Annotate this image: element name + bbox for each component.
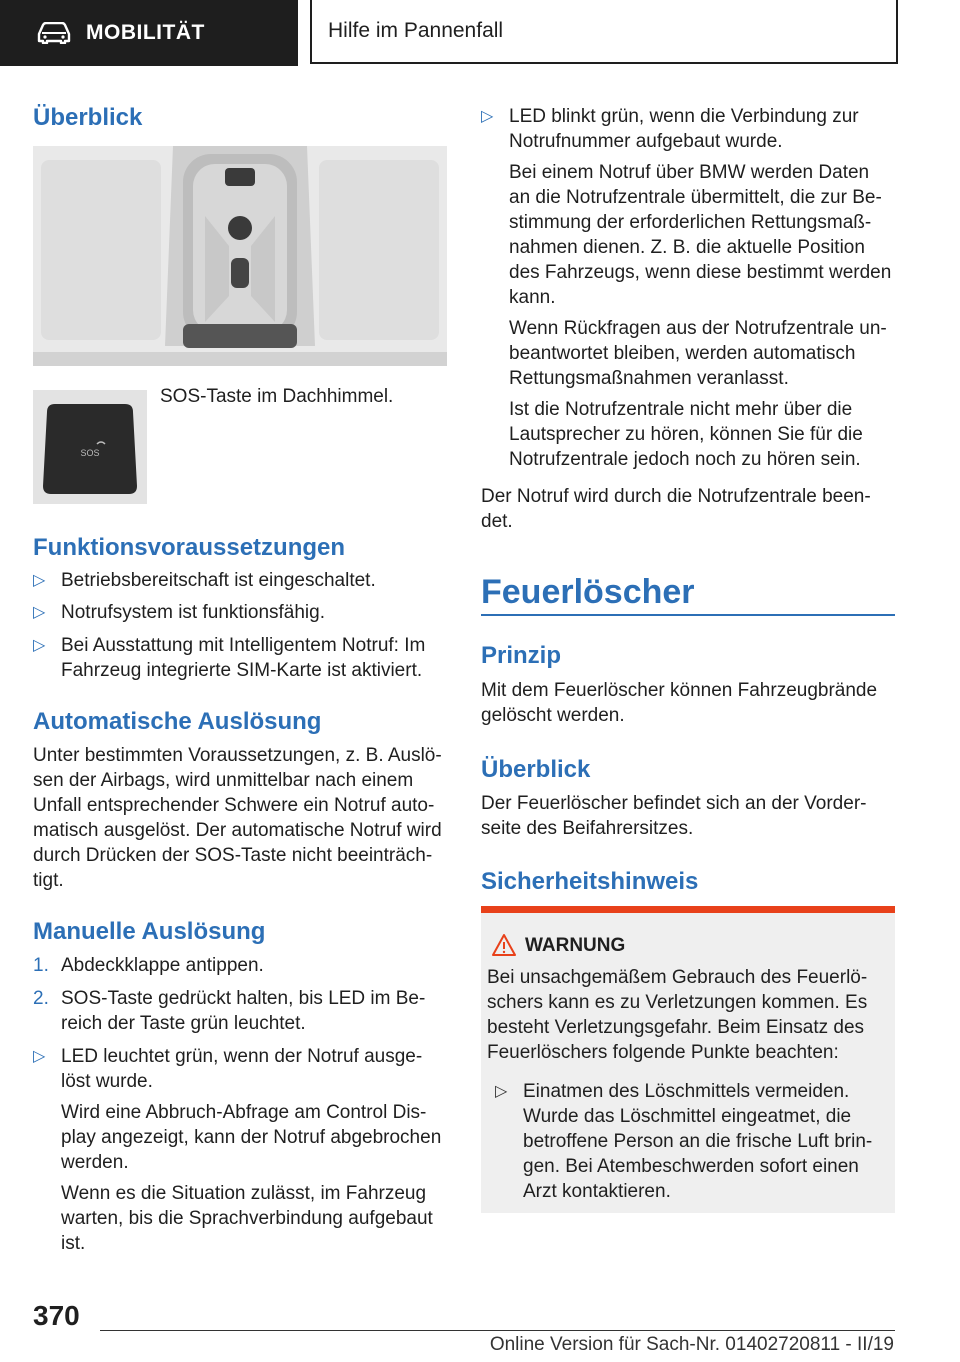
overview-heading-left: Überblick bbox=[33, 104, 143, 131]
roof-console-image bbox=[33, 146, 447, 366]
list-item-text: LED leuchtet grün, wenn der Notruf ausge-löst wurde. bbox=[61, 1046, 423, 1092]
overview-heading-right: Überblick bbox=[481, 756, 591, 783]
principle-heading: Prinzip bbox=[481, 642, 562, 669]
step-number: 1. bbox=[33, 955, 49, 976]
triangle-bullet-icon: ▷ bbox=[33, 637, 46, 654]
page-number: 370 bbox=[33, 1300, 80, 1331]
step-text: SOS-Taste gedrückt halten, bis LED im Be-reich der Taste grün leuchtet. bbox=[61, 988, 426, 1034]
extinguisher-heading: Feuerlöscher bbox=[481, 573, 695, 611]
triangle-bullet-icon: ▷ bbox=[33, 604, 46, 621]
list-item-text: LED blinkt grün, wenn die Verbindung zur Notrufnummer aufgebaut wurde. bbox=[509, 106, 859, 152]
end-text: Der Notruf wird durch die Notrufzentrale been-det. bbox=[481, 486, 871, 532]
section-tab bbox=[0, 0, 298, 66]
triangle-bullet-icon: ▷ bbox=[481, 108, 494, 125]
list-item bbox=[33, 568, 449, 593]
list-item-subtext: Wird eine Abbruch-Abfrage am Control Dis-play angezeigt, kann der Notruf abgebrochen werden. bbox=[61, 1102, 442, 1173]
overview-text: Der Feuerlöscher befindet sich an der Vorder-seite des Beifahrersitzes. bbox=[481, 793, 867, 839]
list-item bbox=[33, 600, 449, 625]
footer-version: Online Version für Sach-Nr. 01402720811 - II/19 bbox=[489, 1334, 894, 1355]
page-header bbox=[0, 0, 960, 66]
triangle-bullet-icon: ▷ bbox=[33, 572, 46, 589]
step-item bbox=[33, 953, 449, 978]
auto-trigger-text: Unter bestimmten Voraussetzungen, z. B. Auslö-sen der Airbags, wird unmittelbar nach einem Unfall entsprechender Schwere ein Notruf auto-matisch ausgelöst. Der automatische Notruf wird durch Drücken der SOS-Taste nicht beeinträch-tigt. bbox=[33, 745, 442, 891]
step-item bbox=[33, 986, 449, 1036]
triangle-bullet-icon: ▷ bbox=[495, 1083, 508, 1100]
heading-rule bbox=[481, 614, 895, 616]
list-item-subtext: Ist die Notrufzentrale nicht mehr über die Lautsprecher zu hören, können Sie für die Notrufzentrale jedoch noch zu hören sein. bbox=[509, 399, 863, 470]
list-item bbox=[33, 633, 449, 683]
list-item-text: Betriebsbereitschaft ist eingeschaltet. bbox=[61, 570, 376, 591]
conditions-heading: Funktionsvoraussetzungen bbox=[33, 534, 346, 561]
list-item-subtext: Bei einem Notruf über BMW werden Daten an die Notrufzentrale übermittelt, die zur Be-stimmung der erforderlichen Rettungsmaß-nahmen dienen. Z. B. die aktuelle Position des Fahrzeugs, wenn diese bestimmt werden kann. bbox=[509, 162, 892, 308]
auto-trigger-heading: Automatische Auslösung bbox=[33, 708, 322, 735]
warning-box bbox=[481, 906, 895, 1213]
warning-item-text: Einatmen des Löschmittels vermeiden. Wurde das Löschmittel eingeatmet, die betroffene Person an die frische Luft brin-gen. Bei Atembeschwerden sofort einen Arzt kontaktieren. bbox=[523, 1081, 873, 1202]
list-item bbox=[33, 1044, 449, 1256]
warning-text: Bei unsachgemäßem Gebrauch des Feuerlö-schers kann es zu Verletzungen kommen. Es besteht Verletzungsgefahr. Beim Einsatz des Feuerlöschers folgende Punkte beachten: bbox=[487, 967, 868, 1063]
section-label: MOBILITÄT bbox=[86, 21, 205, 44]
warning-triangle-icon bbox=[491, 933, 517, 957]
car-icon bbox=[36, 22, 72, 44]
footer-rule bbox=[100, 1330, 895, 1331]
image-caption: SOS-Taste im Dachhimmel. bbox=[160, 386, 394, 407]
principle-text: Mit dem Feuerlöscher können Fahrzeugbrände gelöscht werden. bbox=[481, 680, 878, 726]
step-number: 2. bbox=[33, 988, 49, 1009]
list-item bbox=[481, 104, 895, 472]
sos-button-illustration bbox=[33, 390, 147, 504]
sos-button-image bbox=[33, 390, 147, 504]
warning-title: WARNUNG bbox=[525, 935, 626, 956]
chapter-tab bbox=[310, 0, 898, 64]
chapter-label: Hilfe im Pannenfall bbox=[328, 19, 504, 42]
step-text: Abdeckklappe antippen. bbox=[61, 955, 264, 976]
roof-console-illustration bbox=[33, 146, 447, 366]
safety-heading: Sicherheitshinweis bbox=[481, 868, 699, 895]
list-item-subtext: Wenn es die Situation zulässt, im Fahrzeug warten, bis die Sprachverbindung aufgebaut ist. bbox=[61, 1183, 433, 1254]
list-item-text: Notrufsystem ist funktionsfähig. bbox=[61, 602, 325, 623]
warning-list-item bbox=[495, 1079, 885, 1204]
triangle-bullet-icon: ▷ bbox=[33, 1048, 46, 1065]
svg-text:SOS: SOS bbox=[80, 448, 100, 458]
list-item-text: Bei Ausstattung mit Intelligentem Notruf: Im Fahrzeug integrierte SIM-Karte ist aktiviert. bbox=[61, 635, 426, 681]
manual-trigger-heading: Manuelle Auslösung bbox=[33, 918, 266, 945]
list-item-subtext: Wenn Rückfragen aus der Notrufzentrale un-beantwortet bleiben, werden automatisch Rettungsmaßnahmen veranlasst. bbox=[509, 318, 887, 389]
